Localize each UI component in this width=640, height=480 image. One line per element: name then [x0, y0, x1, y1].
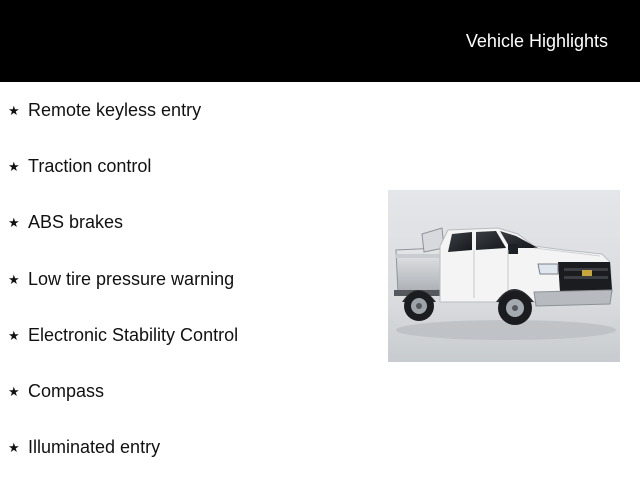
vehicle-photo	[388, 190, 620, 362]
header-bar	[0, 0, 640, 82]
star-icon: ★	[8, 158, 20, 174]
list-item	[8, 379, 104, 403]
star-icon: ★	[8, 439, 20, 455]
list-item	[8, 323, 238, 347]
star-icon: ★	[8, 327, 20, 343]
list-item	[8, 98, 201, 122]
page-title: Vehicle Highlights	[465, 31, 608, 51]
list-item	[8, 210, 123, 234]
feature-label: Low tire pressure warning	[28, 268, 235, 289]
feature-label: Compass	[28, 380, 105, 401]
list-item	[8, 435, 160, 459]
feature-label: Electronic Stability Control	[28, 324, 239, 345]
star-icon: ★	[8, 271, 20, 287]
star-icon: ★	[8, 383, 20, 399]
star-icon: ★	[8, 102, 20, 118]
feature-label: Remote keyless entry	[28, 99, 202, 120]
list-item	[8, 154, 151, 178]
feature-label: ABS brakes	[28, 211, 124, 232]
list-item	[8, 267, 234, 291]
star-icon: ★	[8, 214, 20, 230]
feature-label: Traction control	[28, 155, 152, 176]
feature-label: Illuminated entry	[28, 436, 161, 457]
